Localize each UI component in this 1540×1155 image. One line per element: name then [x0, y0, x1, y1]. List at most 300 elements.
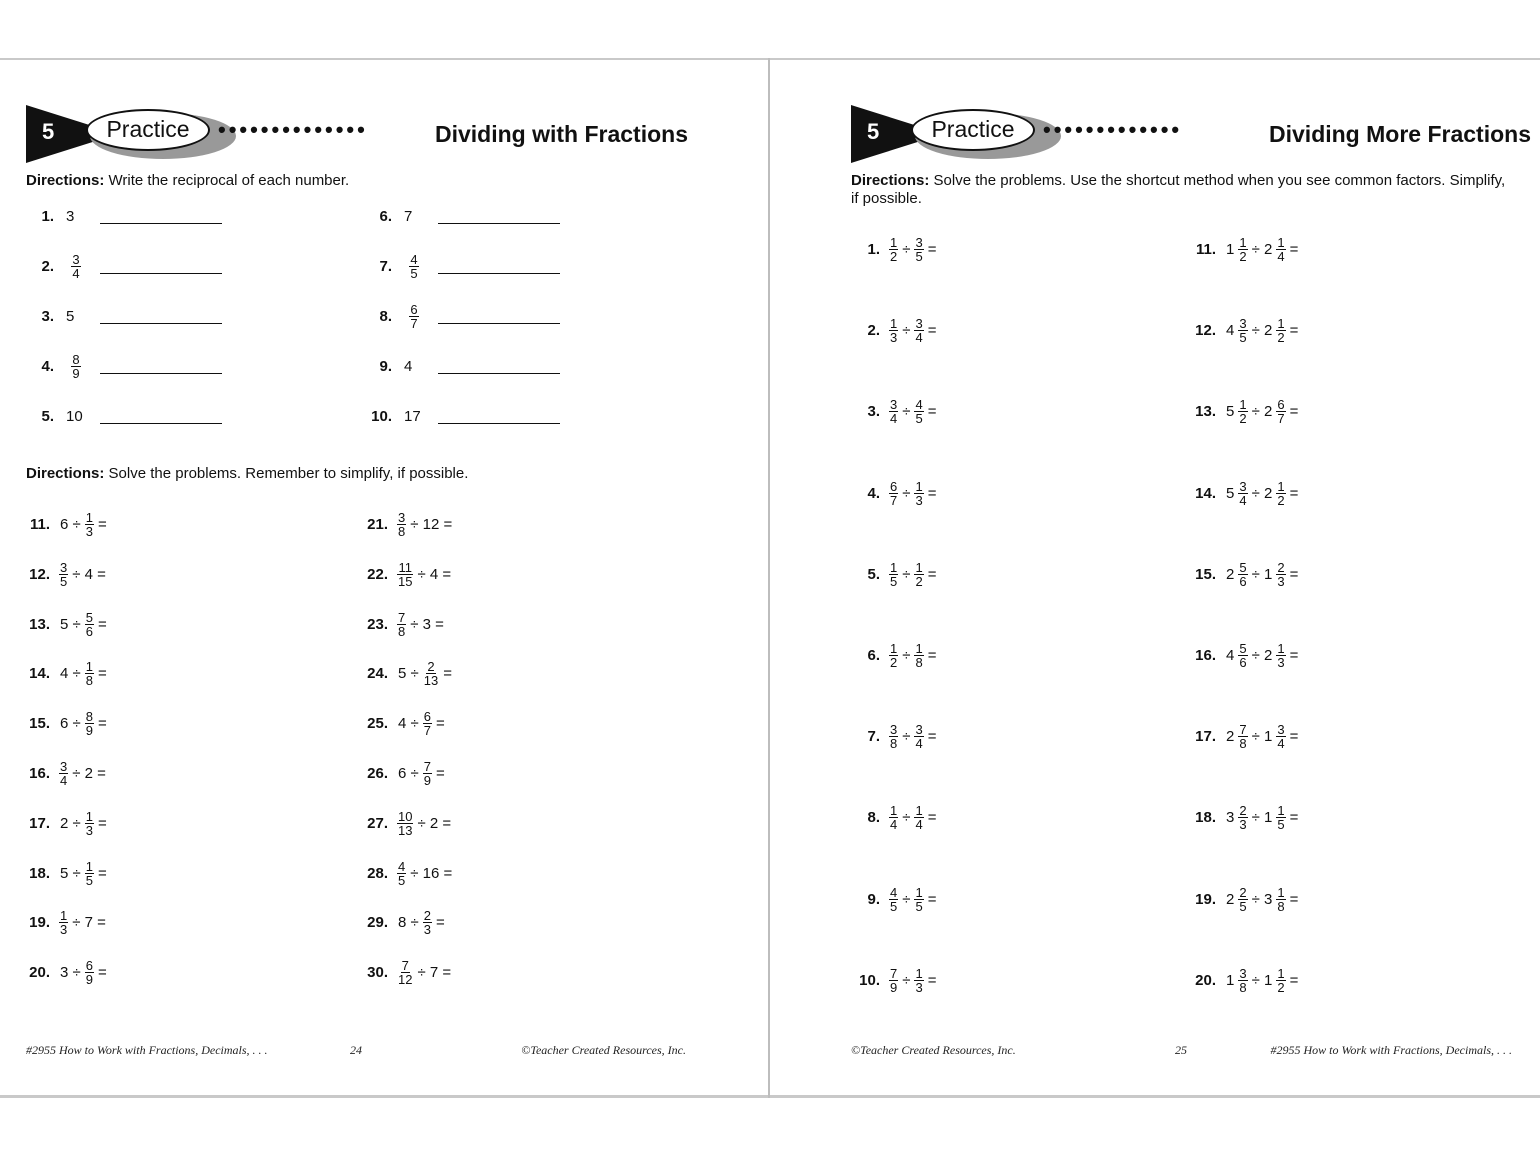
- numerator: 5: [85, 609, 93, 625]
- problem-item: [1188, 804, 1299, 831]
- reciprocal-item: [364, 301, 560, 331]
- problem-number: 4.: [867, 484, 880, 502]
- expression-text: ÷: [902, 809, 911, 827]
- numerator: 1: [915, 965, 923, 981]
- expression-text: 4: [1226, 322, 1235, 340]
- page-title: Dividing with Fractions: [434, 121, 688, 147]
- expression-text: =: [1289, 484, 1299, 502]
- fraction: [85, 660, 94, 687]
- fraction: [1276, 561, 1285, 588]
- denominator: 12: [398, 972, 413, 988]
- denominator: 3: [915, 492, 923, 508]
- denominator: 8: [398, 524, 406, 539]
- expression-text: 1: [1226, 241, 1235, 258]
- fraction: [889, 398, 898, 425]
- denominator: 9: [890, 979, 898, 995]
- denominator: 2: [1277, 492, 1285, 508]
- problem-number: 16.: [29, 765, 50, 782]
- expression-text: =: [1289, 809, 1299, 827]
- expression-text: ÷: [902, 322, 911, 340]
- denominator: 5: [85, 872, 93, 888]
- numerator: 1: [915, 884, 923, 900]
- item-number: 8.: [379, 307, 392, 325]
- expression-text: =: [1289, 241, 1299, 258]
- denominator: 4: [1277, 249, 1285, 264]
- expression-text: ÷: [902, 565, 911, 583]
- numerator: 11: [398, 559, 412, 575]
- banner-dots: ••••••••••••••: [218, 117, 368, 142]
- fraction: [85, 511, 94, 538]
- problem-item: [360, 710, 446, 737]
- answer-blank[interactable]: [438, 259, 560, 274]
- fraction: [404, 253, 424, 280]
- fraction: [1276, 804, 1285, 831]
- reciprocal-item: [26, 404, 222, 428]
- expression-text: 5: [1226, 484, 1235, 502]
- fraction: [1276, 886, 1285, 913]
- numerator: 4: [410, 251, 418, 267]
- answer-blank[interactable]: [100, 309, 222, 324]
- item-number: 3.: [41, 307, 54, 325]
- answer-blank[interactable]: [438, 209, 560, 224]
- fraction: [889, 723, 898, 750]
- denominator: 5: [915, 898, 923, 914]
- right-banner: [851, 105, 1531, 165]
- fraction: [423, 710, 432, 737]
- expression-text: =: [1289, 728, 1299, 746]
- problem-number: 26.: [367, 765, 388, 782]
- numerator: 6: [890, 478, 898, 494]
- problem-item: [852, 398, 937, 425]
- denominator: 15: [398, 573, 413, 589]
- problem-number: 20.: [29, 964, 50, 982]
- numerator: 2: [1239, 803, 1247, 819]
- expression-text: =: [927, 647, 937, 664]
- expression-text: 1: [1226, 971, 1235, 989]
- reciprocal-item: [26, 251, 222, 281]
- expression-text: 8 ÷: [398, 914, 419, 932]
- expression-text: ÷: [902, 241, 911, 258]
- directions-text: Solve the problems. Remember to simplify, if possible.: [108, 465, 469, 482]
- left-banner: [26, 105, 706, 165]
- denominator: 8: [1239, 979, 1247, 995]
- reciprocal-item: [364, 404, 560, 428]
- expression-text: ÷ 12 =: [410, 516, 453, 533]
- fraction: [1238, 480, 1247, 507]
- numerator: 1: [85, 659, 93, 675]
- reciprocal-item: [364, 354, 560, 378]
- problem-item: [22, 810, 108, 837]
- problem-number: 17.: [1195, 728, 1216, 746]
- numerator: 1: [85, 510, 93, 525]
- fraction: [1276, 642, 1285, 669]
- problem-number: 12.: [1195, 322, 1216, 340]
- denominator: 4: [890, 817, 898, 833]
- reciprocal-directions: [26, 172, 349, 190]
- denominator: 2: [1277, 979, 1285, 995]
- item-number: 9.: [379, 357, 392, 375]
- numerator: 7: [398, 609, 406, 625]
- answer-blank[interactable]: [100, 359, 222, 374]
- footer-book-title: #2955 How to Work with Fractions, Decimals, . . .: [26, 1043, 268, 1057]
- expression-text: =: [1289, 647, 1299, 664]
- problem-number: 30.: [367, 964, 388, 982]
- fraction: [889, 561, 898, 588]
- problem-number: 23.: [367, 615, 388, 633]
- problem-number: 19.: [1195, 890, 1216, 908]
- fraction: [1238, 967, 1247, 994]
- numerator: 1: [1277, 641, 1285, 656]
- problem-number: 12.: [29, 565, 50, 583]
- denominator: 4: [1277, 736, 1285, 752]
- numerator: 1: [1277, 316, 1285, 332]
- numerator: 4: [915, 397, 923, 413]
- expression-text: ÷ 1: [1251, 565, 1273, 583]
- numerator: 1: [1277, 884, 1285, 900]
- problem-number: 27.: [367, 814, 388, 832]
- numerator: 1: [1277, 965, 1285, 981]
- denominator: 9: [72, 365, 80, 381]
- denominator: 8: [85, 673, 93, 689]
- denominator: 4: [915, 330, 923, 346]
- problem-number: 13.: [1195, 403, 1216, 421]
- problem-number: 2.: [867, 322, 880, 340]
- answer-blank[interactable]: [438, 409, 560, 424]
- expression-text: =: [97, 715, 107, 733]
- reciprocal-item: [364, 204, 560, 228]
- problem-item: [852, 886, 937, 913]
- fraction: [397, 860, 406, 887]
- expression-text: 3: [1226, 809, 1235, 827]
- numerator: 3: [60, 559, 68, 575]
- numerator: 1: [890, 235, 898, 250]
- numerator: 1: [1277, 803, 1285, 819]
- expression-text: =: [1289, 971, 1299, 989]
- denominator: 5: [410, 265, 418, 281]
- left-page: [0, 0, 768, 1155]
- numerator: 3: [915, 316, 923, 332]
- fraction: [1238, 642, 1247, 669]
- fraction: [85, 710, 94, 737]
- fraction: [397, 561, 413, 588]
- fraction: [1238, 561, 1247, 588]
- problem-number: 1.: [867, 241, 880, 258]
- expression-text: =: [97, 516, 107, 533]
- numerator: 2: [423, 908, 431, 924]
- fraction: [66, 353, 86, 380]
- numerator: 7: [1239, 722, 1247, 738]
- expression-text: =: [927, 484, 937, 502]
- fraction: [914, 967, 923, 994]
- numerator: 6: [85, 958, 93, 974]
- problem-number: 14.: [29, 665, 50, 683]
- problem-number: 21.: [367, 516, 388, 533]
- problem-number: 13.: [29, 615, 50, 633]
- fraction: [397, 959, 413, 986]
- expression-text: =: [1289, 322, 1299, 340]
- problem-item: [852, 642, 937, 669]
- problem-number: 3.: [867, 403, 880, 421]
- expression-text: 2: [1226, 890, 1235, 908]
- reciprocal-item: [26, 304, 222, 328]
- denominator: 13: [423, 673, 439, 689]
- problem-item: [1188, 317, 1299, 344]
- denominator: 7: [890, 492, 898, 508]
- denominator: 3: [915, 979, 923, 995]
- answer-blank[interactable]: [438, 359, 560, 374]
- directions-label: Directions:: [26, 465, 105, 482]
- item-number: 1.: [41, 207, 54, 225]
- denominator: 4: [72, 265, 80, 281]
- fraction: [85, 860, 94, 887]
- fraction: [1238, 886, 1247, 913]
- expression-text: ÷ 2: [1251, 647, 1273, 664]
- problem-item: [22, 909, 107, 936]
- problem-number: 22.: [367, 565, 388, 583]
- expression-text: =: [927, 565, 937, 583]
- expression-text: ÷: [902, 403, 911, 421]
- numerator: 1: [890, 803, 898, 819]
- problem-number: 11.: [29, 516, 50, 533]
- expression-text: =: [927, 241, 937, 258]
- denominator: 5: [398, 872, 406, 888]
- problem-item: [1188, 398, 1299, 425]
- denominator: 3: [85, 822, 93, 838]
- right-page: [770, 0, 1540, 1155]
- expression-text: ÷: [902, 890, 911, 908]
- problem-item: [22, 760, 107, 787]
- denominator: 8: [915, 655, 923, 670]
- expression-text: 2: [1226, 728, 1235, 746]
- solve-directions: [26, 465, 468, 483]
- fraction: [404, 303, 424, 330]
- denominator: 6: [85, 623, 93, 639]
- expression-text: =: [1289, 403, 1299, 421]
- denominator: 7: [423, 723, 431, 739]
- problem-number: 5.: [867, 565, 880, 583]
- directions: [851, 172, 1511, 208]
- problem-item: [1188, 480, 1299, 507]
- problem-number: 10.: [859, 971, 880, 989]
- fraction: [914, 886, 923, 913]
- denominator: 5: [60, 573, 68, 589]
- problem-item: [22, 561, 107, 588]
- item-value: 5: [66, 307, 75, 325]
- problem-number: 28.: [367, 864, 388, 882]
- fraction: [397, 611, 406, 638]
- denominator: 3: [85, 524, 93, 539]
- numerator: 1: [85, 858, 93, 874]
- denominator: 5: [915, 411, 923, 427]
- fraction: [914, 723, 923, 750]
- numerator: 1: [1277, 235, 1285, 250]
- problem-item: [1188, 886, 1299, 913]
- numerator: 6: [410, 301, 418, 317]
- problem-item: [22, 511, 108, 538]
- fraction: [1276, 398, 1285, 425]
- problem-item: [22, 959, 108, 986]
- fraction: [914, 480, 923, 507]
- numerator: 3: [915, 235, 923, 250]
- expression-text: =: [927, 322, 937, 340]
- fraction: [914, 561, 923, 588]
- expression-text: 6 ÷: [60, 516, 81, 533]
- answer-blank[interactable]: [100, 209, 222, 224]
- expression-text: 2 ÷: [60, 814, 81, 832]
- expression-text: 6 ÷: [60, 715, 81, 733]
- problem-item: [852, 967, 937, 994]
- numerator: 1: [915, 803, 923, 819]
- footer-publisher: ©Teacher Created Resources, Inc.: [851, 1043, 1016, 1057]
- fraction: [889, 317, 898, 344]
- denominator: 3: [60, 922, 68, 938]
- expression-text: =: [435, 765, 445, 782]
- fraction: [1276, 480, 1285, 507]
- item-number: 10.: [371, 407, 392, 425]
- numerator: 4: [398, 858, 406, 874]
- numerator: 6: [423, 709, 431, 725]
- denominator: 3: [423, 922, 431, 938]
- denominator: 5: [890, 573, 898, 589]
- denominator: 3: [1239, 817, 1247, 833]
- expression-text: =: [435, 914, 445, 932]
- problem-item: [360, 561, 452, 588]
- numerator: 7: [890, 965, 898, 981]
- problem-number: 14.: [1195, 484, 1216, 502]
- denominator: 4: [915, 736, 923, 752]
- problem-number: 15.: [29, 715, 50, 733]
- directions-text: Write the reciprocal of each number.: [108, 172, 350, 189]
- fraction: [1238, 398, 1247, 425]
- expression-text: =: [97, 665, 107, 683]
- expression-text: ÷ 3 =: [410, 615, 444, 633]
- problem-item: [852, 236, 937, 263]
- expression-text: 5 ÷: [60, 864, 81, 882]
- numerator: 3: [1239, 478, 1247, 494]
- answer-blank[interactable]: [100, 409, 222, 424]
- expression-text: =: [97, 814, 107, 832]
- fraction: [85, 611, 94, 638]
- problem-number: 29.: [367, 914, 388, 932]
- numerator: 3: [60, 759, 68, 774]
- expression-text: ÷ 3: [1251, 890, 1273, 908]
- numerator: 3: [1239, 965, 1247, 981]
- expression-text: ÷ 2 =: [72, 765, 106, 782]
- denominator: 7: [1277, 411, 1285, 427]
- unit-number: 5: [42, 119, 55, 144]
- item-value: 17: [404, 407, 421, 425]
- problem-number: 6.: [867, 647, 880, 664]
- denominator: 5: [1239, 898, 1247, 914]
- problem-item: [852, 480, 937, 507]
- numerator: 3: [890, 722, 898, 738]
- expression-text: ÷: [902, 971, 911, 989]
- fraction: [66, 253, 86, 280]
- expression-text: ÷: [902, 728, 911, 746]
- denominator: 6: [1239, 655, 1247, 670]
- reciprocal-item: [26, 351, 222, 381]
- expression-text: ÷: [902, 484, 911, 502]
- problem-item: [360, 810, 452, 837]
- fraction: [914, 398, 923, 425]
- fraction: [1238, 236, 1247, 263]
- problem-number: 15.: [1195, 565, 1216, 583]
- footer-page-number: 24: [350, 1043, 362, 1057]
- problem-item: [852, 723, 937, 750]
- numerator: 1: [915, 478, 923, 494]
- fraction: [889, 236, 898, 263]
- expression-text: ÷ 1: [1251, 971, 1273, 989]
- problem-number: 18.: [1195, 809, 1216, 827]
- expression-text: =: [927, 971, 937, 989]
- denominator: 5: [915, 249, 923, 264]
- denominator: 9: [85, 972, 93, 988]
- page-title: Dividing More Fractions: [1269, 121, 1531, 147]
- problem-item: [360, 909, 446, 936]
- problem-number: 17.: [29, 814, 50, 832]
- denominator: 7: [410, 315, 418, 331]
- answer-blank[interactable]: [100, 259, 222, 274]
- fraction: [889, 886, 898, 913]
- expression-text: ÷ 2 =: [417, 814, 452, 832]
- numerator: 7: [423, 759, 431, 774]
- expression-text: =: [435, 715, 445, 733]
- denominator: 8: [398, 623, 406, 639]
- numerator: 10: [398, 808, 413, 824]
- denominator: 5: [1277, 817, 1285, 833]
- denominator: 2: [1239, 249, 1247, 264]
- denominator: 2: [1277, 330, 1285, 346]
- reciprocal-item: [26, 204, 222, 228]
- expression-text: ÷ 7 =: [417, 964, 452, 982]
- problem-item: [360, 760, 446, 787]
- numerator: 8: [85, 709, 93, 725]
- item-number: 4.: [41, 357, 54, 375]
- problem-item: [852, 561, 937, 588]
- expression-text: =: [97, 615, 107, 633]
- denominator: 2: [1239, 411, 1247, 427]
- fraction: [1238, 804, 1247, 831]
- expression-text: 5 ÷: [398, 665, 419, 683]
- problem-item: [1188, 642, 1299, 669]
- denominator: 3: [1277, 573, 1285, 589]
- numerator: 1: [915, 641, 923, 656]
- numerator: 2: [427, 659, 435, 675]
- practice-label: Practice: [911, 109, 1035, 151]
- fraction: [1238, 723, 1247, 750]
- numerator: 3: [72, 251, 80, 267]
- answer-blank[interactable]: [438, 309, 560, 324]
- problem-item: [360, 660, 453, 687]
- problem-item: [360, 959, 452, 986]
- numerator: 2: [1277, 559, 1285, 575]
- directions-text: Solve the problems. Use the shortcut method when you see common factors. Simplify, if possible.: [851, 172, 1506, 207]
- expression-text: 4 ÷: [60, 665, 81, 683]
- directions-label: Directions:: [851, 172, 930, 189]
- fraction: [889, 480, 898, 507]
- expression-text: ÷ 4 =: [72, 565, 106, 583]
- numerator: 6: [1277, 397, 1285, 413]
- denominator: 4: [915, 817, 923, 833]
- item-number: 6.: [379, 207, 392, 225]
- denominator: 4: [890, 411, 898, 427]
- item-number: 2.: [41, 257, 54, 275]
- unit-number: 5: [867, 119, 880, 144]
- problem-item: [22, 710, 108, 737]
- numerator: 2: [1239, 884, 1247, 900]
- footer-page-number: 25: [1175, 1043, 1187, 1057]
- expression-text: =: [927, 809, 937, 827]
